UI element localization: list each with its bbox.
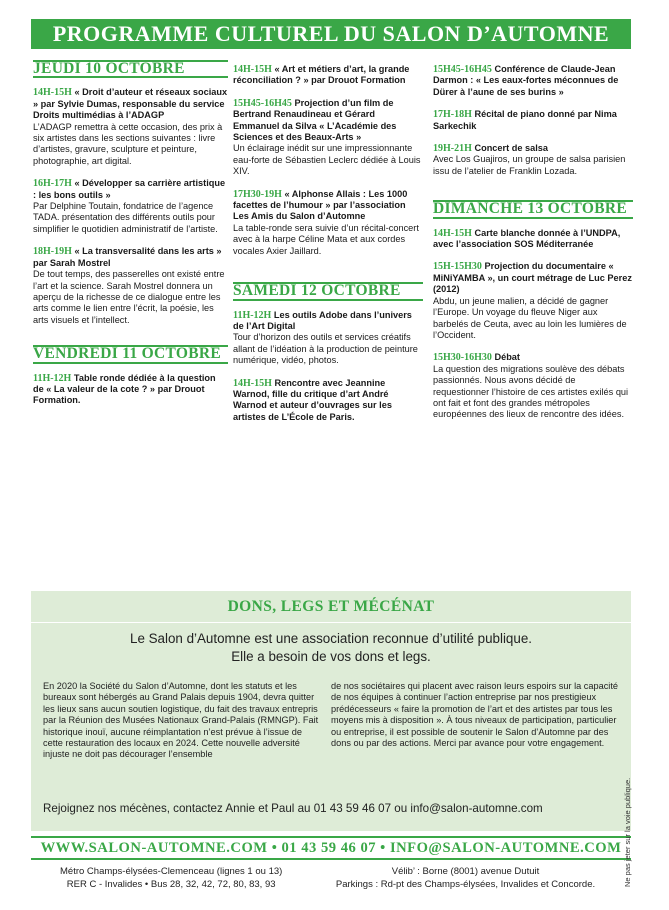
event-headline: Récital de piano donné par Nima Sarkechik bbox=[433, 109, 617, 131]
event-item bbox=[433, 143, 633, 177]
column-3 bbox=[433, 64, 633, 432]
event-time: 14H-15H bbox=[233, 64, 272, 75]
event-time: 15H45-16H45 bbox=[233, 97, 292, 109]
event-item bbox=[233, 310, 423, 367]
event-time: 14H-15H bbox=[433, 227, 472, 239]
event-description: Abdu, un jeune malien, a décidé de gagner l’Europe. Un voyage du fleuve Niger aux barbelés de Ceuta, avec au loin les lumières de l’Occident. bbox=[433, 295, 627, 340]
event-description: La question des migrations soulève des débats passionnés. Nous avons décidé de requestionner l’histoire de ces artistes exilés qui ont fait et font des grandes métropoles européennes des lieux de rencontre des idées. bbox=[433, 363, 629, 420]
event-item bbox=[233, 378, 423, 424]
event-description: Par Delphine Toutain, fondatrice de l’agence TADA. présentation des différents outils pour simplifier le quotidien administratif de l’artiste. bbox=[33, 201, 218, 234]
event-headline: Les outils Adobe dans l’univers de l’Art Digital bbox=[233, 309, 412, 331]
donations-text-right: de nos sociétaires qui placent avec raison leurs espoirs sur la capacité de nos équipes à continuer l’action entreprise par nos prestigieux prédécesseurs « faire la promotion de l’art et des artistes par tous les moyens mis à disposition ». À tous niveaux de participation, particulier ou entreprise, il est possible de soutenir le Salon d’Automne par des dons ou par des actions. Merci par avance pour votre engagement. bbox=[331, 681, 619, 749]
event-time: 14H-15H bbox=[233, 377, 272, 389]
event-time: 17H30-19H bbox=[233, 188, 282, 200]
transport-info-right bbox=[318, 866, 613, 891]
event-headline: « Alphonse Allais : Les 1000 facettes de l’humour » par l’association Les Amis du Salon d’Automne bbox=[233, 188, 408, 222]
event-description: Avec Los Guajiros, un groupe de salsa parisien issu de l’atelier de Franklin Lozada. bbox=[433, 154, 626, 176]
event-time: 18H-19H bbox=[33, 246, 72, 258]
day-heading-vendredi: VENDREDI 11 OCTOBRE bbox=[33, 345, 228, 363]
transport-metro: Métro Champs-élysées-Clemenceau (lignes 1 ou 13) bbox=[60, 866, 283, 877]
event-item bbox=[433, 261, 633, 341]
donations-lead bbox=[31, 630, 631, 666]
transport-info-left bbox=[60, 866, 282, 891]
event-headline: « Développer sa carrière artistique : les bons outils » bbox=[33, 178, 226, 200]
event-time: 11H-12H bbox=[233, 309, 272, 321]
event-item bbox=[433, 352, 633, 420]
transport-rer-bus: RER C - Invalides • Bus 28, 32, 42, 72, 80, 83, 93 bbox=[66, 878, 276, 890]
donations-contact: Rejoignez nos mécènes, contactez Annie et Paul au 01 43 59 46 07 ou info@salon-automne.com bbox=[43, 802, 543, 815]
event-item bbox=[233, 64, 423, 87]
event-description: Tour d’horizon des outils et services créatifs allant de l’idéation à la production de peinture numérique, vidéo, photos. bbox=[233, 332, 418, 366]
event-headline: Concert de salsa bbox=[474, 143, 548, 154]
event-time: 19H-21H bbox=[433, 143, 472, 155]
event-headline: Carte blanche donnée à l’UNDPA, avec l’association SOS Méditerranée bbox=[433, 227, 621, 250]
donations-lead-line-2: Elle a besoin de vos dons et legs. bbox=[231, 649, 431, 664]
transport-parkings: Parkings : Rd-pt des Champs-élysées, Invalides et Concorde. bbox=[335, 878, 596, 890]
event-time: 17H-18H bbox=[433, 109, 472, 121]
event-item bbox=[33, 87, 228, 167]
event-description: L’ADAGP remettra à cette occasion, des prix à six artistes dans les sections suivantes : livre d’artistes, gravure, sculpture et peinture, photographie, art digital. bbox=[33, 121, 223, 166]
event-item bbox=[33, 246, 228, 326]
event-time: 14H-15H bbox=[33, 87, 72, 99]
event-headline: Débat bbox=[494, 352, 520, 363]
day-heading-samedi: SAMEDI 12 OCTOBRE bbox=[233, 282, 423, 300]
event-item bbox=[433, 228, 633, 251]
column-1 bbox=[33, 60, 228, 418]
column-2 bbox=[233, 64, 423, 434]
event-time: 15H45-16H45 bbox=[433, 64, 492, 75]
event-time: 15H-15H30 bbox=[433, 261, 482, 273]
event-item bbox=[433, 64, 633, 98]
donations-lead-line-1: Le Salon d’Automne est une association reconnue d’utilité publique. bbox=[130, 631, 532, 646]
transport-velib: Vélib’ : Borne (8001) avenue Dutuit bbox=[391, 866, 540, 877]
event-time: 11H-12H bbox=[33, 372, 72, 384]
event-time: 15H30-16H30 bbox=[433, 352, 492, 364]
divider bbox=[31, 622, 631, 623]
donations-panel bbox=[31, 591, 631, 831]
event-headline: « Droit d’auteur et réseaux sociaux » par Sylvie Dumas, responsable du service Droits multimédias à l’ADAGP bbox=[33, 87, 228, 121]
event-item bbox=[33, 178, 228, 235]
donations-title: DONS, LEGS ET MÉCÉNAT bbox=[227, 598, 435, 615]
event-description: De tout temps, des passerelles ont existé entre l’art et la science. Sarah Mostrel donnera un aperçu de la richesse de ce dialogue entre les arts comme le lien entre l’écrit, la poésie, les arts visuels et l’intellect. bbox=[33, 269, 225, 325]
event-description: La table-ronde sera suivie d’un récital-concert avec à la harpe Céline Mata et aux cordes vocales Axier Jaillard. bbox=[233, 222, 419, 256]
event-item bbox=[33, 373, 228, 407]
event-item bbox=[233, 98, 423, 178]
donations-text-left: En 2020 la Société du Salon d’Automne, dont les statuts et les bureaux sont hébergés au Grand Palais depuis 1904, devra quitter les lieux sans aucun soutien logistique, du fait des travaux entrepris par la Réunion des Musées Nationaux Grand-Palais (RMNGP). Fait historique inouï, aucune réimplantation n’est prévue à l’issue de cette restauration des locaux en 2024. Cette nouvelle adversité injuste ne doit pas décourager l’ensemble bbox=[43, 681, 319, 760]
event-description: Un éclairage inédit sur une impressionnante eau-forte de Sébastien Leclerc dédiée à Louis XIV. bbox=[233, 143, 421, 177]
event-headline: « Art et métiers d’art, la grande réconciliation ? » par Drouot Formation bbox=[233, 64, 410, 86]
event-item bbox=[233, 189, 423, 257]
event-headline: « La transversalité dans les arts » par Sarah Mostrel bbox=[33, 246, 222, 268]
day-heading-dimanche: DIMANCHE 13 OCTOBRE bbox=[433, 200, 633, 218]
event-headline: Table ronde dédiée à la question de « La valeur de la cote ? » par Drouot Formation. bbox=[33, 372, 216, 406]
event-headline: Projection d’un film de Bertrand Renaudineau et Gérard Emmanuel da Silva « L’Académie des Sciences et des Beaux-Arts » bbox=[233, 97, 397, 143]
event-item bbox=[433, 109, 633, 132]
event-headline: Projection du documentaire « MiNiYAMBA », un court métrage de Luc Perez (2012) bbox=[433, 261, 632, 295]
page-title: PROGRAMME CULTUREL DU SALON D’AUTOMNE bbox=[31, 19, 631, 49]
event-time: 16H-17H bbox=[33, 178, 72, 190]
event-headline: Conférence de Claude-Jean Darmon : « Les eaux-fortes méconnues de Dürer à l’aune de ses burins » bbox=[433, 64, 619, 97]
contact-bar: WWW.SALON-AUTOMNE.COM • 01 43 59 46 07 • INFO@SALON-AUTOMNE.COM bbox=[31, 836, 631, 860]
side-note: Ne pas jeter sur la voie publique. bbox=[623, 777, 632, 887]
day-heading-jeudi: JEUDI 10 OCTOBRE bbox=[33, 60, 228, 78]
event-headline: Rencontre avec Jeannine Warnod, fille du critique d’art André Warnod et auteur d’ouvrages sur les artistes de L’École de Paris. bbox=[233, 377, 392, 422]
